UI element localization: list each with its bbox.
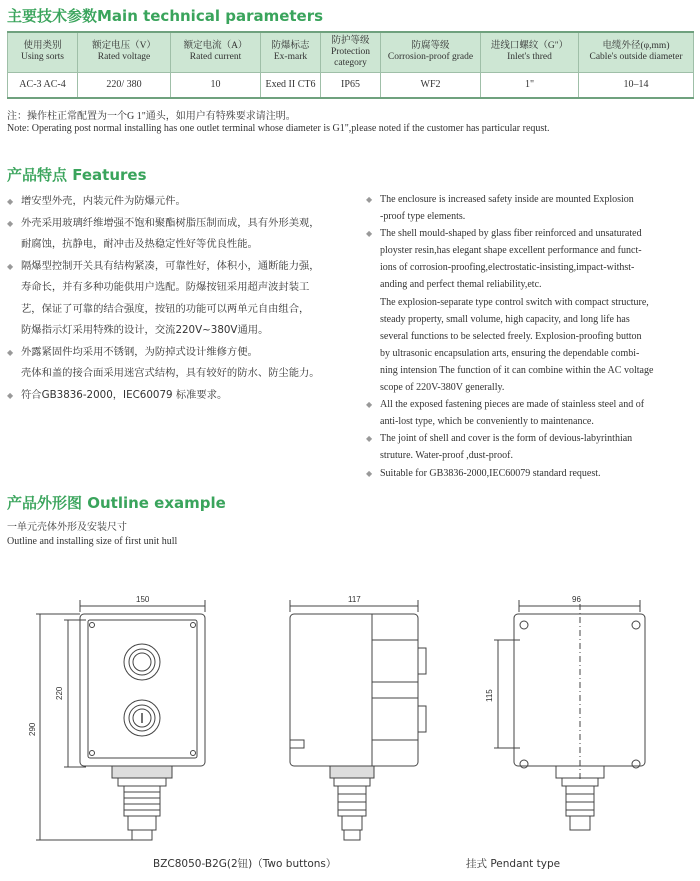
feature-text: 增安型外壳，内装元件为防爆元件。 (21, 195, 186, 207)
diamond-bullet-icon: ◆ (366, 195, 373, 204)
feature-text: anding and perfect themal reliability,etc. (380, 279, 542, 291)
outline-subtitle-english: Outline and installing size of first unit hull (7, 536, 178, 547)
feature-text: several functions to be selected freely. Explosion-proofing button (380, 330, 642, 342)
feature-text: ions of corrosion-proofing,electrostatic-insisting,impact-withst- (380, 262, 635, 274)
outline-subtitle-chinese: 一单元壳体外形及安装尺寸 (7, 522, 127, 533)
feature-text: 符合GB3836-2000，IEC60079 标准要求。 (21, 388, 228, 401)
table-header-cell: 额定电压（V） Rated voltage (78, 32, 171, 72)
table-cell: Exed II CT6 (261, 72, 321, 98)
feature-text: ployster resin,has elegant shape excellent performance and funct- (380, 245, 642, 257)
diamond-bullet-icon: ◆ (7, 347, 14, 357)
feature-text: steady property, small volume, high capacity, and long life has (380, 313, 630, 325)
diamond-bullet-icon: ◆ (7, 261, 14, 271)
feature-text: The joint of shell and cover is the form of devious-labyrinthian (380, 433, 633, 445)
dim-side-depth: 117 (348, 595, 361, 604)
feature-text: 外露紧固件均采用不锈钢，为防掉式设计维修方便。 (21, 345, 258, 358)
feature-text: ning intension The function of it can combine within the AC voltage (380, 364, 654, 376)
table-header-cell: 电缆外径(φ,mm) Cable's outside diameter (579, 32, 694, 72)
feature-text: The explosion-separate type control switch with compact structure, (380, 296, 649, 308)
diamond-bullet-icon: ◆ (7, 390, 14, 400)
feature-text: 艺，保证了可靠的结合强度，按钮的功能可以两单元自由组合， (21, 302, 310, 315)
table-header-cell: 防爆标志 Ex-mark (261, 32, 321, 72)
diamond-bullet-icon: ◆ (366, 468, 373, 478)
diamond-bullet-icon: ◆ (366, 229, 373, 239)
feature-text: anti-lost type, which be conveniently to maintenance. (380, 416, 594, 428)
table-cell: 10 (171, 72, 261, 98)
feature-text: by ultrasonic encapsulation arts, ensuring the dependable combi- (380, 347, 640, 359)
back-view-drawing (494, 600, 645, 830)
feature-text: -proof type elements. (380, 211, 466, 223)
table-header-cell: 使用类别 Using sorts (8, 32, 78, 72)
section-title-main-parameters: 主要技术参数Main technical parameters (7, 7, 324, 25)
section-title-features: 产品特点 Features (7, 166, 147, 184)
note-chinese: 注：操作柱正常配置为一个G 1"通头，如用户有特殊要求请注明。 (7, 111, 296, 122)
diamond-bullet-icon: ◆ (7, 197, 14, 206)
feature-text: All the exposed fastening pieces are made of stainless steel and of (380, 399, 645, 411)
dim-front-inner-height: 220 (55, 686, 64, 700)
table-header-cell: 防护等级 Protection category (321, 32, 381, 72)
table-cell: 220/ 380 (78, 72, 171, 98)
table-header-cell: 防腐等级 Corrosion-proof grade (381, 32, 481, 72)
feature-text: Suitable for GB3836-2000,IEC60079 standard request. (380, 467, 601, 479)
table-cell: AC-3 AC-4 (8, 72, 78, 98)
diamond-bullet-icon: ◆ (366, 400, 373, 410)
feature-text: 耐腐蚀，抗静电，耐冲击及热稳定性好等优良性能。 (21, 238, 258, 250)
dim-back-width: 96 (572, 595, 581, 604)
table-cell: WF2 (381, 72, 481, 98)
diamond-bullet-icon: ◆ (366, 434, 373, 444)
dim-front-width: 150 (136, 595, 150, 604)
dim-front-total-height: 290 (28, 722, 37, 736)
feature-text: 壳体和盖的接合面采用迷宫式结构，具有较好的防水、防尘能力。 (21, 367, 320, 379)
diamond-bullet-icon: ◆ (7, 218, 14, 228)
table-header-cell: 额定电流（A） Rated current (171, 32, 261, 72)
table-header-cell: 进线口螺纹（G"） Inlet's thred (481, 32, 579, 72)
feature-text: struture. Water-proof ,dust-proof. (380, 450, 513, 462)
note-english: Note: Operating post normal installing has one outlet terminal whose diameter is G1",please noted if the customer has particular requst. (7, 123, 550, 134)
feature-text: 防爆指示灯采用特殊的设计，交流220V~380V通用。 (21, 324, 269, 336)
dim-back-height: 115 (485, 689, 494, 702)
side-view-drawing (290, 600, 426, 840)
section-title-outline: 产品外形图 Outline example (7, 494, 226, 512)
feature-text: scope of 220V-380V generally. (380, 382, 505, 394)
feature-text: 外壳采用玻璃纤维增强不饱和聚酯树脂压制而成，具有外形美观， (21, 216, 320, 229)
feature-text: 寿命长，并有多种功能供用户选配。防爆按钮采用超声波封装工 (21, 281, 310, 293)
caption-front-view: BZC8050-B2G(2钮)（Two buttons） (153, 858, 337, 870)
caption-pendant-type: 挂式 Pendant type (466, 858, 561, 870)
feature-text: 隔爆型控制开关具有结构紧凑，可靠性好，体积小，通断能力强， (21, 259, 320, 272)
table-cell: IP65 (321, 72, 381, 98)
table-cell: 10–14 (579, 72, 694, 98)
table-cell: 1" (481, 72, 579, 98)
feature-text: The enclosure is increased safety inside are mounted Explosion (380, 194, 634, 205)
feature-text: The shell mould-shaped by glass fiber reinforced and unsaturated (380, 228, 642, 240)
front-view-drawing (36, 600, 205, 840)
